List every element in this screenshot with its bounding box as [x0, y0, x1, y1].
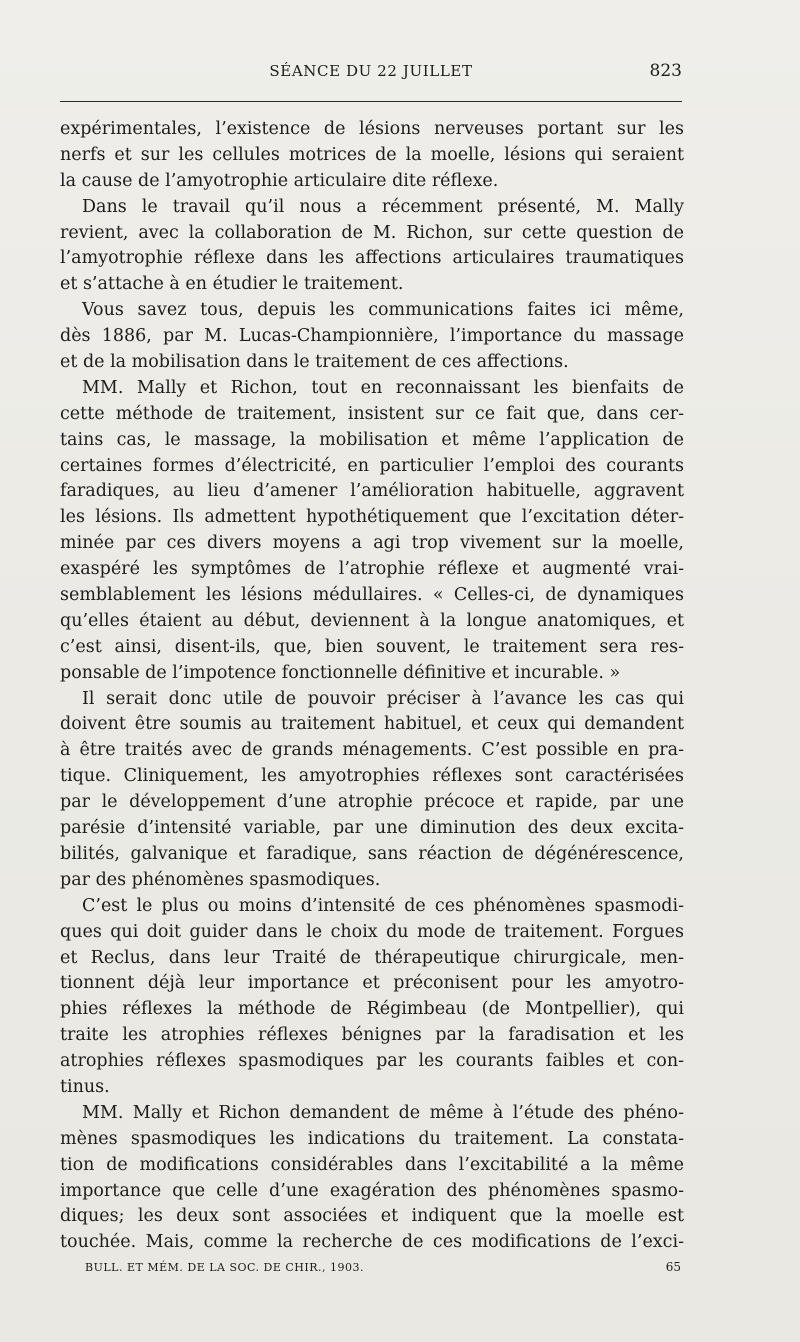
- text-line: phies réflexes la méthode de Régimbeau (de Montpellier), qui: [60, 999, 684, 1020]
- text-line: traite les atrophies réflexes bénignes par la faradisation et les: [60, 1025, 684, 1046]
- text-line: tains cas, le massage, la mobilisation et même l’application de: [60, 429, 684, 450]
- text-line: et s’attache à en étudier le traitement.: [60, 274, 404, 295]
- page-footer: [85, 1261, 681, 1283]
- text-line: atrophies réflexes spasmodiques par les courants faibles et con-: [60, 1051, 684, 1072]
- text-line: mènes spasmodiques les indications du traitement. La constata-: [60, 1128, 684, 1149]
- text-line: et de la mobilisation dans le traitement de ces affections.: [60, 352, 569, 373]
- text-line: tion de modifications considérables dans l’excitabilité a la même: [60, 1154, 684, 1175]
- text-line: tinus.: [60, 1076, 110, 1097]
- text-line: tique. Cliniquement, les amyotrophies réflexes sont caractérisées: [60, 766, 684, 787]
- text-line: bilités, galvanique et faradique, sans réaction de dégénérescence,: [60, 843, 684, 864]
- text-line: ques qui doit guider dans le choix du mode de traitement. Forgues: [60, 921, 684, 942]
- text-line: les lésions. Ils admettent hypothétiquement que l’excitation déter-: [60, 507, 684, 528]
- text-line: touchée. Mais, comme la recherche de ces modifications de l’exci-: [60, 1232, 684, 1253]
- text-line: importance que celle d’une exagération des phénomènes spasmo-: [60, 1180, 684, 1201]
- text-line: semblablement les lésions médullaires. « Celles-ci, de dynamiques: [60, 585, 684, 606]
- text-line: C’est le plus ou moins d’intensité de ces phénomènes spasmodi-: [82, 895, 684, 916]
- text-line: Dans le travail qu’il nous a récemment présenté, M. Mally: [82, 196, 684, 217]
- text-line: doivent être soumis au traitement habituel, et ceux qui demandent: [60, 714, 684, 735]
- text-line: parésie d’intensité variable, par une diminution des deux excita-: [60, 818, 684, 839]
- footer-citation: BULL. ET MÉM. DE LA SOC. DE CHIR., 1903.: [85, 1261, 364, 1274]
- text-line: nerfs et sur les cellules motrices de la moelle, lésions qui seraient: [60, 144, 684, 165]
- text-line: certaines formes d’électricité, en particulier l’emploi des courants: [60, 455, 684, 476]
- text-line: dès 1886, par M. Lucas-Championnière, l’importance du massage: [60, 326, 684, 347]
- text-line: qu’elles étaient au début, deviennent à la longue anatomiques, et: [60, 610, 684, 631]
- text-line: minée par ces divers moyens a agi trop vivement sur la moelle,: [60, 533, 684, 554]
- text-line: exaspéré les symptômes de l’atrophie réflexe et augmenté vrai-: [60, 559, 684, 580]
- text-line: par le développement d’une atrophie précoce et rapide, par une: [60, 792, 684, 813]
- text-line: c’est ainsi, disent-ils, que, bien souvent, le traitement sera res-: [60, 636, 684, 657]
- text-line: l’amyotrophie réflexe dans les affections articulaires traumatiques: [60, 248, 684, 269]
- page-header: [60, 62, 682, 86]
- text-line: Vous savez tous, depuis les communications faites ici même,: [82, 300, 684, 321]
- text-line: expérimentales, l’existence de lésions nerveuses portant sur les: [60, 119, 684, 139]
- text-line: à être traités avec de grands ménagements. C’est possible en pra-: [60, 740, 684, 761]
- body-text: [60, 117, 684, 1256]
- text-line: MM. Mally et Richon demandent de même à l’étude des phéno-: [82, 1102, 684, 1123]
- text-line: cette méthode de traitement, insistent sur ce fait que, dans cer-: [60, 403, 684, 424]
- signature-mark: 65: [665, 1260, 681, 1274]
- text-line: revient, avec la collaboration de M. Richon, sur cette question de: [60, 222, 684, 243]
- text-line: tionnent déjà leur importance et préconisent pour les amyotro-: [60, 973, 684, 994]
- text-line: faradiques, au lieu d’amener l’amélioration habituelle, aggravent: [60, 481, 684, 502]
- page-number: 823: [649, 61, 682, 81]
- text-line: diques; les deux sont associées et indiquent que la moelle est: [60, 1206, 684, 1227]
- text-line: par des phénomènes spasmodiques.: [60, 869, 381, 890]
- text-line: la cause de l’amyotrophie articulaire dite réflexe.: [60, 170, 499, 191]
- header-rule: [60, 101, 682, 102]
- running-title: SÉANCE DU 22 JUILLET: [269, 62, 473, 80]
- text-line: MM. Mally et Richon, tout en reconnaissant les bienfaits de: [82, 377, 684, 398]
- text-line: Il serait donc utile de pouvoir préciser à l’avance les cas qui: [82, 688, 684, 709]
- text-line: et Reclus, dans leur Traité de thérapeutique chirurgicale, men-: [60, 947, 684, 968]
- text-line: ponsable de l’impotence fonctionnelle définitive et incurable. »: [60, 662, 621, 683]
